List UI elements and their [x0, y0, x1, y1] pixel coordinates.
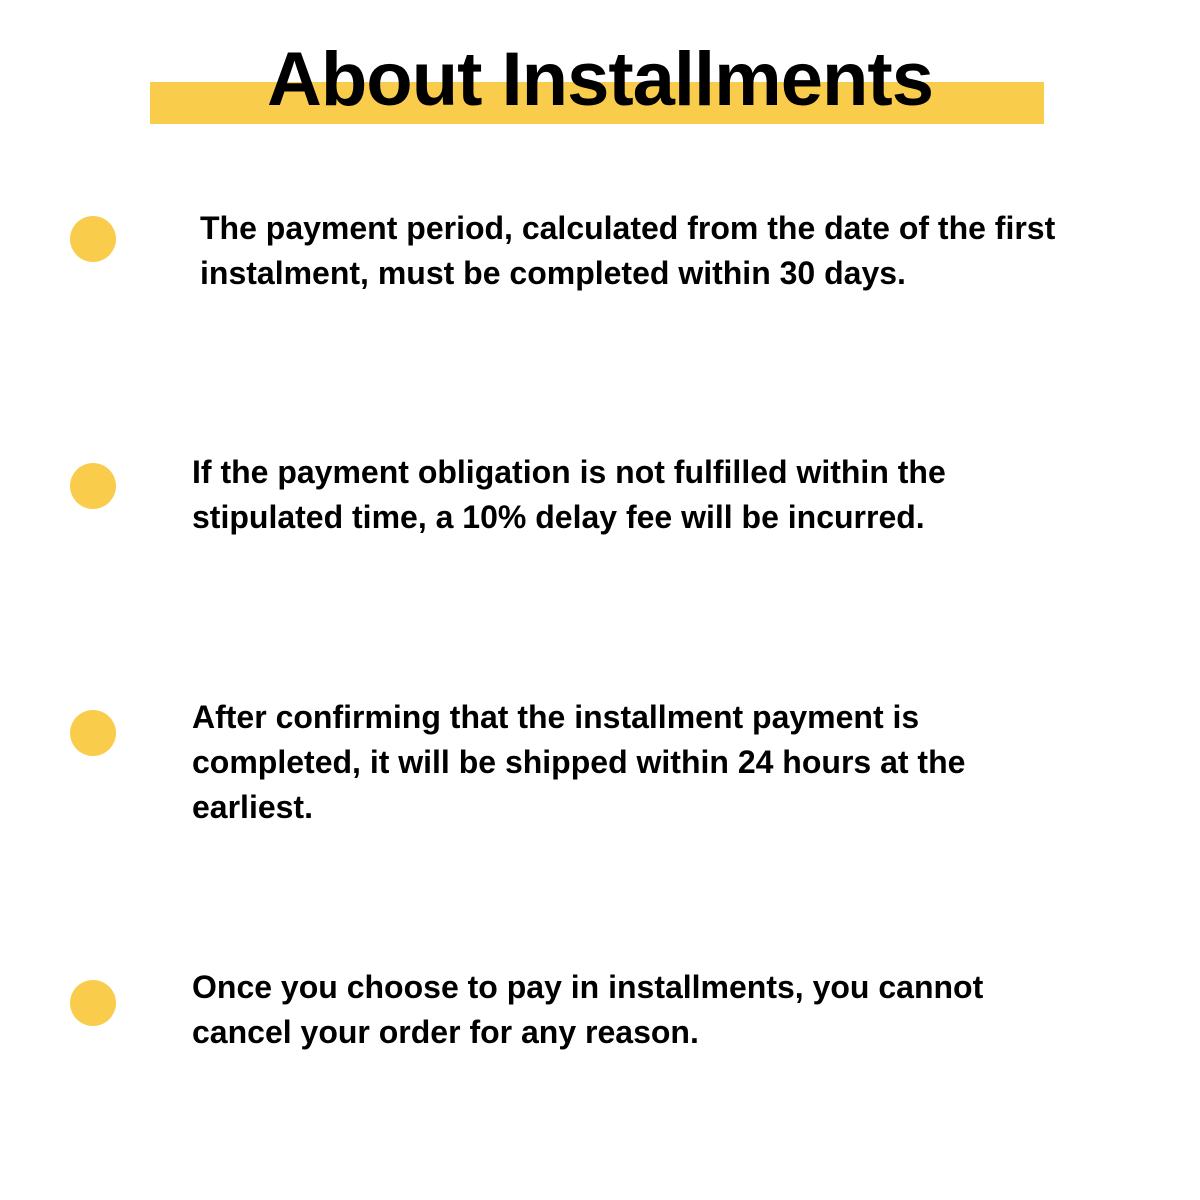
list-item-text: Once you choose to pay in installments, you cannot cancel your order for any reason.	[192, 969, 984, 1050]
bullet-dot-icon	[70, 216, 116, 262]
list-item-text: The payment period, calculated from the date of the first instalment, must be completed within 30 days.	[200, 210, 1056, 291]
page-header	[0, 0, 1200, 150]
bullet-dot-icon	[70, 710, 116, 756]
bullet-dot-icon	[70, 980, 116, 1026]
page-title: About Installments	[266, 37, 934, 122]
bullet-dot-icon	[70, 463, 116, 509]
list-item-text: If the payment obligation is not fulfilled within the stipulated time, a 10% delay fee will be incurred.	[192, 454, 946, 535]
list-item-text: After confirming that the installment payment is completed, it will be shipped within 24 hours at the earliest.	[192, 699, 966, 825]
